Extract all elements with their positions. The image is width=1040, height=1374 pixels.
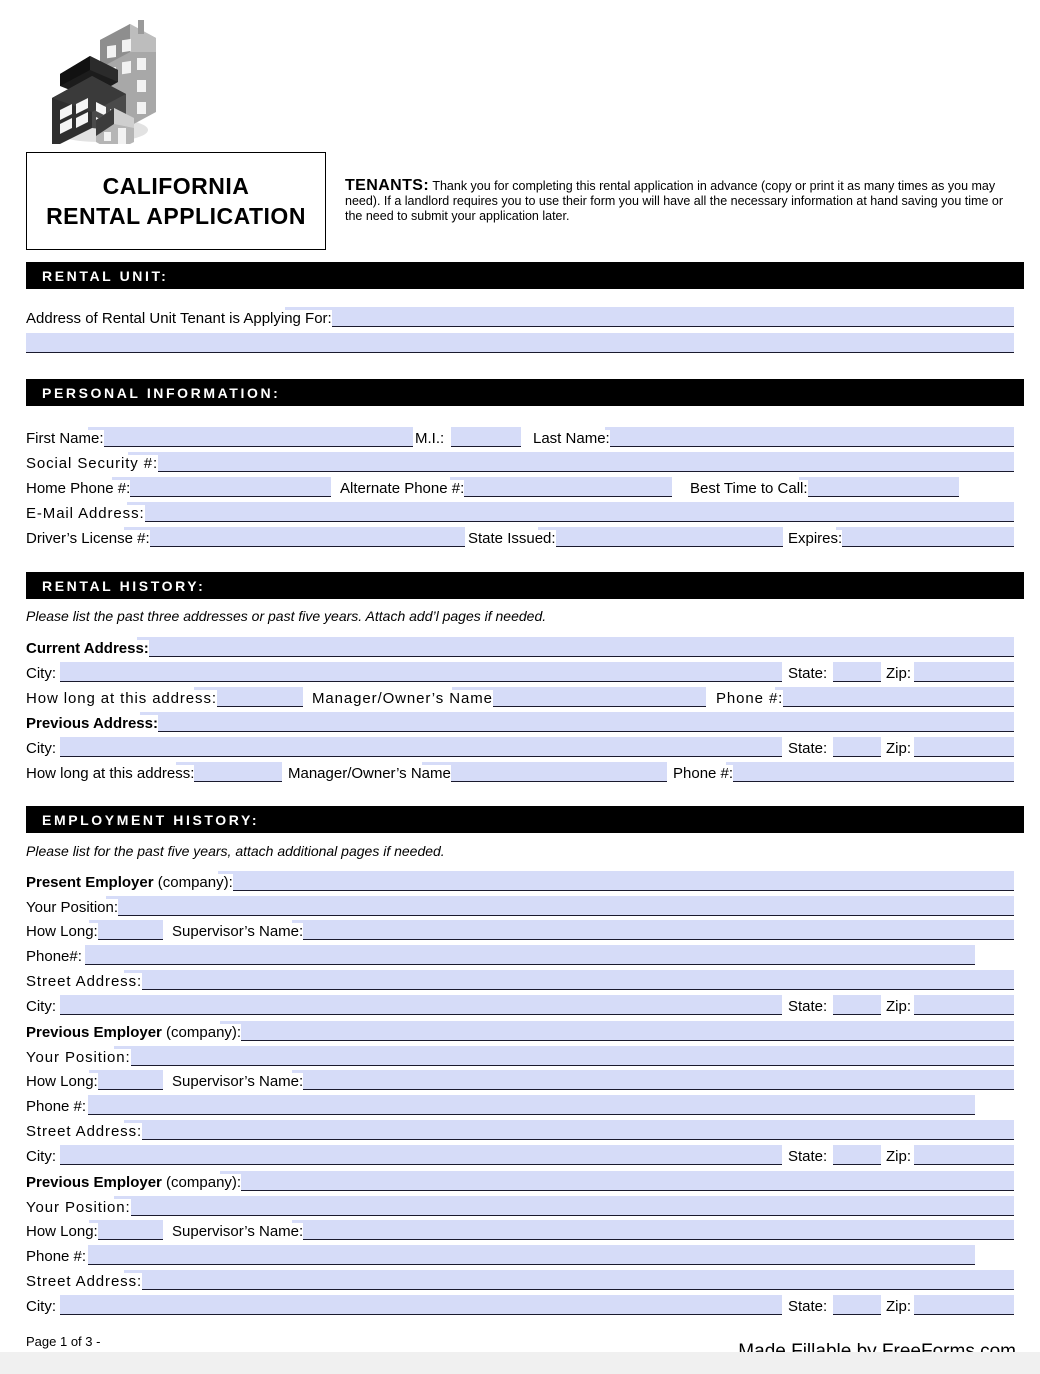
input-position-2[interactable] [114,1046,1014,1066]
label-current-city: City: [26,665,56,682]
label-employer-state-1: State: [788,998,828,1015]
input-how-long-2[interactable] [89,1070,163,1090]
label-employer-1-bold: Present Employer [26,874,154,891]
input-drivers-license[interactable] [124,527,465,547]
label-previous-how-long: How long at this address: [26,765,195,782]
input-best-time-to-call[interactable] [799,477,959,497]
label-employer-city-3: City: [26,1298,56,1315]
label-employer-city-2: City: [26,1148,56,1165]
label-how-long-1: How Long: [26,923,98,940]
input-previous-zip[interactable] [914,737,1014,757]
input-previous-address[interactable] [140,712,1014,732]
input-employer-phone-2[interactable] [88,1095,975,1115]
input-employer-zip-2[interactable] [914,1145,1014,1165]
input-rental-unit-address-1[interactable] [285,307,1014,327]
section-header-employment-history-label: EMPLOYMENT HISTORY: [42,811,260,828]
input-current-zip[interactable] [914,662,1014,682]
label-previous-city: City: [26,740,56,757]
form-title-line-2: RENTAL APPLICATION [46,203,306,229]
label-how-long-3: How Long: [26,1223,98,1240]
input-supervisor-1[interactable] [292,920,1014,940]
label-employer-1 [26,874,233,892]
label-social-security: Social Security #: [26,455,159,472]
input-previous-manager-phone[interactable] [726,762,1014,782]
label-best-time-to-call: Best Time to Call: [690,480,808,497]
input-employer-street-1[interactable] [124,970,1014,990]
label-current-zip: Zip: [886,665,912,682]
input-previous-city[interactable] [60,737,782,757]
tenants-label: TENANTS: [345,177,430,194]
input-employer-city-3[interactable] [60,1295,782,1315]
input-current-state[interactable] [833,662,881,682]
label-position-3: Your Position: [26,1199,131,1216]
label-employer-street-1: Street Address: [26,973,143,990]
label-state-issued: State Issued: [468,530,556,547]
input-position-3[interactable] [114,1196,1014,1216]
page-number: Page 1 of 3 - [26,1334,101,1349]
input-supervisor-2[interactable] [292,1070,1014,1090]
label-employer-street-2: Street Address: [26,1123,143,1140]
label-employer-zip-3: Zip: [886,1298,912,1315]
label-home-phone: Home Phone #: [26,480,131,497]
label-drivers-license: Driver’s License #: [26,530,150,547]
input-employer-state-3[interactable] [833,1295,881,1315]
label-alternate-phone: Alternate Phone #: [340,480,465,497]
input-how-long-3[interactable] [89,1220,163,1240]
buildings-logo-icon [38,12,156,144]
input-email-address[interactable] [127,502,1014,522]
label-previous-address: Previous Address: [26,715,158,732]
input-employer-state-1[interactable] [833,995,881,1015]
input-employer-phone-3[interactable] [88,1245,975,1265]
section-header-personal-information-label: PERSONAL INFORMATION: [42,384,281,401]
input-employer-street-2[interactable] [124,1120,1014,1140]
form-title-line-1: CALIFORNIA [102,173,250,199]
label-current-manager-phone: Phone #: [716,690,784,707]
input-current-manager-phone[interactable] [775,687,1014,707]
label-employer-city-1: City: [26,998,56,1015]
label-supervisor-3: Supervisor’s Name: [172,1223,304,1240]
label-rental-unit-address: Address of Rental Unit Tenant is Applying For: [26,310,332,327]
input-employer-zip-3[interactable] [914,1295,1014,1315]
section-header-rental-unit [26,262,1024,289]
input-last-name[interactable] [605,427,1014,447]
input-employer-street-3[interactable] [124,1270,1014,1290]
label-employer-2-thin: (company): [161,1024,242,1041]
label-position-2: Your Position: [26,1049,131,1066]
input-alternate-phone[interactable] [450,477,672,497]
label-supervisor-2: Supervisor’s Name: [172,1073,304,1090]
input-position-1[interactable] [106,896,1014,916]
input-employer-phone-1[interactable] [85,945,975,965]
input-first-name[interactable] [88,427,413,447]
label-employer-zip-1: Zip: [886,998,912,1015]
section-header-rental-history-label: RENTAL HISTORY: [42,577,206,594]
section-header-rental-history [26,572,1024,599]
label-first-name: First Name: [26,430,104,447]
input-middle-initial[interactable] [451,427,521,447]
input-current-address[interactable] [137,637,1014,657]
label-position-1: Your Position: [26,899,119,916]
input-employer-zip-1[interactable] [914,995,1014,1015]
label-current-address: Current Address: [26,640,149,657]
label-employer-phone-2: Phone #: [26,1098,87,1115]
page-bottom-band [0,1352,1040,1374]
label-employer-state-2: State: [788,1148,828,1165]
section-header-employment-history [26,806,1024,833]
label-employer-street-3: Street Address: [26,1273,143,1290]
input-previous-state[interactable] [833,737,881,757]
section-header-personal-information [26,379,1024,406]
label-employer-3-thin: (company): [161,1174,242,1191]
input-employer-city-2[interactable] [60,1145,782,1165]
input-current-city[interactable] [60,662,782,682]
label-employer-phone-3: Phone #: [26,1248,87,1265]
label-employer-zip-2: Zip: [886,1148,912,1165]
label-previous-zip: Zip: [886,740,912,757]
label-license-expires: Expires: [788,530,843,547]
label-email-address: E-Mail Address: [26,505,145,522]
label-employer-3 [26,1174,241,1192]
tenants-instructions [345,178,1023,224]
label-middle-initial: M.I.: [415,430,445,447]
label-current-manager-name: Manager/Owner’s Name [312,690,493,707]
label-employer-3-bold: Previous Employer [26,1174,162,1191]
label-employer-2 [26,1024,241,1042]
label-how-long-2: How Long: [26,1073,98,1090]
input-employer-state-2[interactable] [833,1145,881,1165]
input-rental-unit-address-2[interactable] [26,333,1014,353]
note-rental-history: Please list the past three addresses or past five years. Attach add’l pages if needed. [26,608,547,624]
input-home-phone[interactable] [112,477,331,497]
label-current-state: State: [788,665,828,682]
input-supervisor-3[interactable] [292,1220,1014,1240]
input-license-expires[interactable] [836,527,1014,547]
input-social-security[interactable] [128,452,1014,472]
label-current-how-long: How long at this address: [26,690,217,707]
label-previous-state: State: [788,740,828,757]
input-employer-2[interactable] [220,1021,1014,1041]
input-employer-3[interactable] [220,1171,1014,1191]
tenants-text: Thank you for completing this rental application in advance (copy or print it as many times as you may need). If a landlord requires you to use their form you will have all the necessary information at hand saving you time or the need to submit your application later. [345,179,1003,223]
note-employment-history: Please list for the past five years, attach additional pages if needed. [26,843,445,859]
label-supervisor-1: Supervisor’s Name: [172,923,304,940]
input-how-long-1[interactable] [89,920,163,940]
section-header-rental-unit-label: RENTAL UNIT: [42,267,169,284]
form-title-box [26,152,326,250]
label-employer-2-bold: Previous Employer [26,1024,162,1041]
label-last-name: Last Name: [533,430,610,447]
input-employer-1[interactable] [218,871,1014,891]
label-employer-phone-1: Phone#: [26,948,82,965]
input-employer-city-1[interactable] [60,995,782,1015]
input-state-issued[interactable] [538,527,783,547]
label-employer-state-3: State: [788,1298,828,1315]
label-previous-manager-name: Manager/Owner’s Name [288,765,451,782]
label-previous-manager-phone: Phone #: [673,765,734,782]
input-previous-manager-name[interactable] [422,762,667,782]
label-employer-1-thin: (company): [153,874,233,891]
